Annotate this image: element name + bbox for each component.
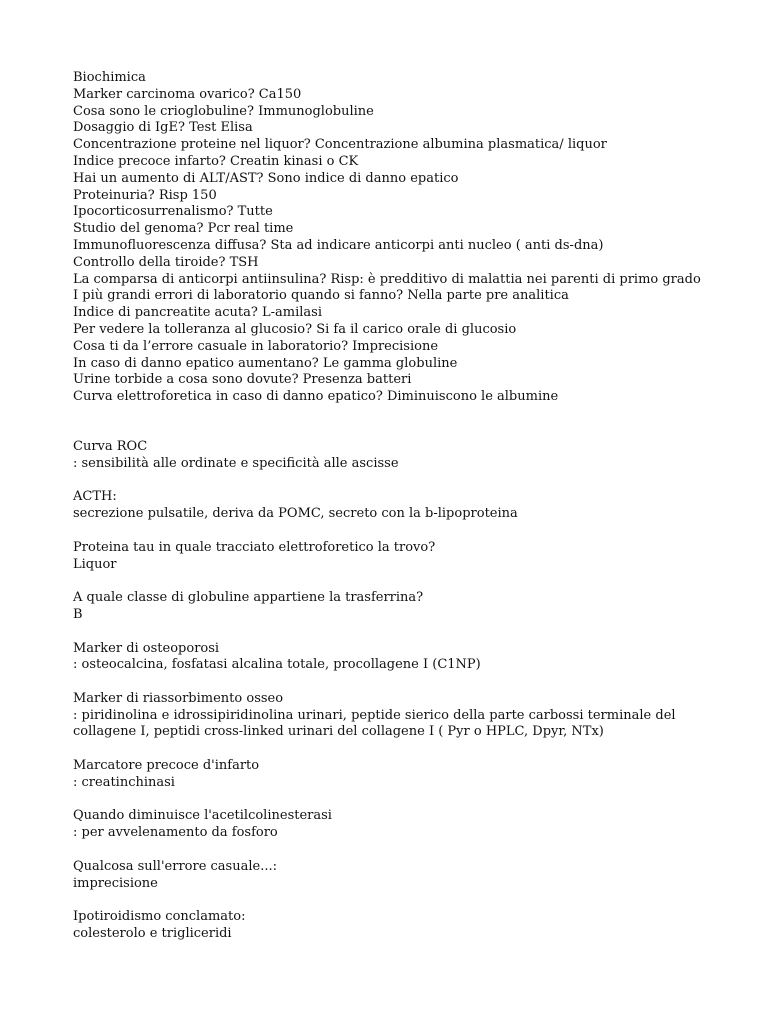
document-heading: Biochimica <box>73 70 146 85</box>
document-page <box>73 70 753 943</box>
section-answer: Liquor <box>73 556 117 572</box>
qa-line: Dosaggio di IgE? Test Elisa <box>73 120 253 136</box>
section-question: Ipotiroidismo conclamato: <box>73 909 246 925</box>
section-answer: : sensibilità alle ordinate e specificità alle ascisse <box>73 455 399 471</box>
qa-line: Urine torbide a cosa sono dovute? Presenza batteri <box>73 372 412 388</box>
section-ipotiroidismo <box>73 909 753 943</box>
section-question: Marker di osteoporosi <box>73 640 220 656</box>
qa-line: Controllo della tiroide? TSH <box>73 254 259 270</box>
qa-line: La comparsa di anticorpi antiinsulina? Risp: è predditivo di malattia nei parenti di primo grado <box>73 271 701 287</box>
section-answer: : creatinchinasi <box>73 774 175 790</box>
section-answer: : osteocalcina, fosfatasi alcalina totale, procollagene I (C1NP) <box>73 657 481 673</box>
section-answer: imprecisione <box>73 875 158 891</box>
qa-line: Cosa sono le crioglobuline? Immunoglobuline <box>73 103 374 119</box>
section-question: Marcatore precoce d'infarto <box>73 758 260 774</box>
qa-line: Concentrazione proteine nel liquor? Concentrazione albumina plasmatica/ liquor <box>73 137 607 153</box>
section-question: Qualcosa sull'errore casuale...: <box>73 858 277 874</box>
qa-line: Curva elettroforetica in caso di danno epatico? Diminuiscono le albumine <box>73 389 559 405</box>
section-question: A quale classe di globuline appartiene la trasferrina? <box>73 590 424 606</box>
section-answer: collagene I, peptidi cross-linked urinari del collagene I ( Pyr o HPLC, Dpyr, NTx) <box>73 724 604 740</box>
qa-line: Indice di pancreatite acuta? L-amilasi <box>73 305 322 321</box>
section-answer: : piridinolina e idrossipiridinolina urinari, peptide sierico della parte carbossi terminale del <box>73 707 676 723</box>
section-acth <box>73 489 753 523</box>
qa-list <box>73 87 753 406</box>
qa-line: Per vedere la tolleranza al glucosio? Si fa il carico orale di glucosio <box>73 321 517 337</box>
section-trasferrina <box>73 590 753 624</box>
section-answer: : per avvelenamento da fosforo <box>73 825 278 841</box>
section-question: Proteina tau in quale tracciato elettroforetico la trovo? <box>73 539 436 555</box>
section-answer: secrezione pulsatile, deriva da POMC, secreto con la b-lipoproteina <box>73 506 518 522</box>
qa-line: In caso di danno epatico aumentano? Le gamma globuline <box>73 355 458 371</box>
section-proteina-tau <box>73 540 753 574</box>
qa-line: I più grandi errori di laboratorio quando si fanno? Nella parte pre analitica <box>73 288 569 304</box>
section-osteoporosi <box>73 641 753 675</box>
section-marcatore-infarto <box>73 758 753 792</box>
section-question: Curva ROC <box>73 438 148 454</box>
section-question: Quando diminuisce l'acetilcolinesterasi <box>73 808 332 824</box>
qa-line: Studio del genoma? Pcr real time <box>73 221 294 237</box>
qa-line: Marker carcinoma ovarico? Ca150 <box>73 86 302 102</box>
section-curva-roc <box>73 439 753 473</box>
section-riassorbimento-osseo <box>73 691 753 741</box>
section-answer: colesterolo e trigliceridi <box>73 926 232 942</box>
qa-line: Cosa ti da l’errore casuale in laboratorio? Imprecisione <box>73 338 439 354</box>
section-question: ACTH: <box>73 489 117 505</box>
qa-line: Immunofluorescenza diffusa? Sta ad indicare anticorpi anti nucleo ( anti ds-dna) <box>73 237 604 253</box>
section-acetilcolinesterasi <box>73 808 753 842</box>
qa-line: Indice precoce infarto? Creatin kinasi o CK <box>73 153 359 169</box>
section-question: Marker di riassorbimento osseo <box>73 690 284 706</box>
section-answer: B <box>73 606 83 622</box>
qa-line: Ipocorticosurrenalismo? Tutte <box>73 204 273 220</box>
qa-line: Hai un aumento di ALT/AST? Sono indice di danno epatico <box>73 170 459 186</box>
section-errore-casuale <box>73 859 753 893</box>
qa-line: Proteinuria? Risp 150 <box>73 187 217 203</box>
